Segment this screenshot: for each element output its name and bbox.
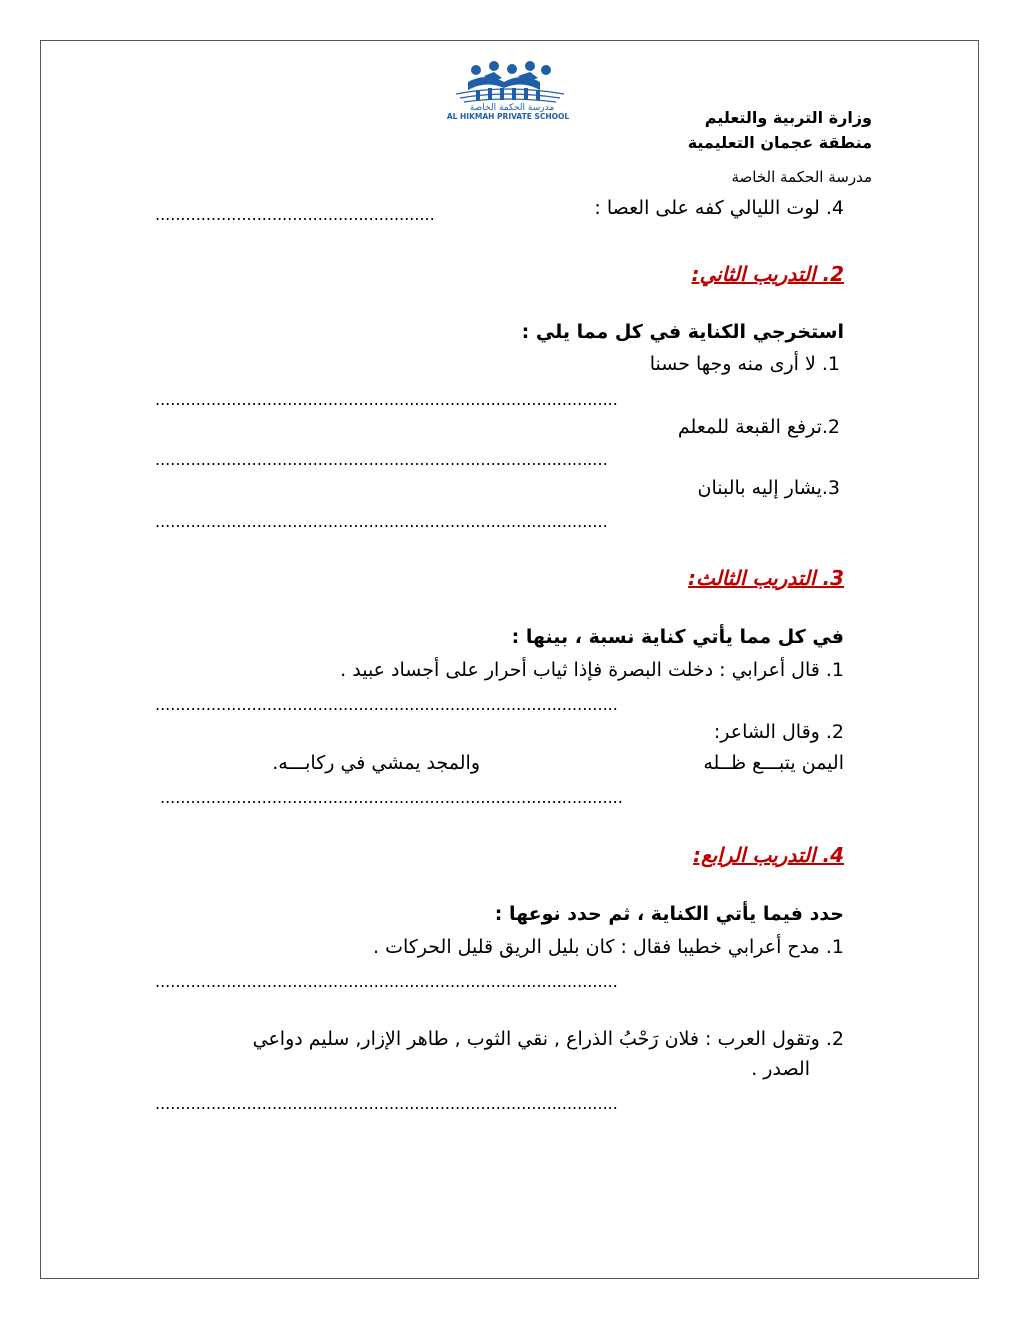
- school-name: مدرسة الحكمة الخاصة: [731, 168, 872, 186]
- answer-line: ...........................................................................................: [155, 1094, 618, 1113]
- list-item: 3.يشار إليه بالبنان: [697, 477, 840, 499]
- answer-line: .........................................................................................: [155, 512, 608, 531]
- list-item: 1. مدح أعرابي خطيبا فقال : كان بليل الريق قليل الحركات .: [372, 936, 844, 958]
- logo-arabic-text: مدرسة الحكمة الخاصة: [469, 103, 555, 113]
- exercise-3-instruction: في كل مما يأتي كناية نسبة ، بينها :: [511, 626, 844, 648]
- answer-line: ...........................................................................................: [155, 972, 618, 991]
- list-item-continuation: الصدر .: [751, 1058, 810, 1080]
- exercise-2-heading: 2. التدريب الثاني:: [691, 262, 844, 286]
- list-item: 2.ترفع القبعة للمعلم: [677, 416, 840, 438]
- exercise-2-instruction: استخرجي الكناية في كل مما يلي :: [521, 321, 844, 343]
- list-item: 2. وتقول العرب : فلان رَحْبُ الذراع , نقي الثوب , طاهر الإزار, سليم دواعي: [252, 1028, 844, 1050]
- list-item: 2. وقال الشاعر:: [713, 721, 844, 743]
- list-item: 1. قال أعرابي : دخلت البصرة فإذا ثياب أحرار على أجساد عبيد .: [340, 659, 844, 681]
- answer-line: ...........................................................................................: [155, 390, 618, 409]
- ministry-title: وزارة التربية والتعليم: [704, 108, 872, 127]
- answer-line: .......................................................: [155, 205, 435, 224]
- exercise-3-heading: 3. التدريب الثالث:: [687, 566, 844, 590]
- answer-line: .........................................................................................: [155, 450, 608, 469]
- list-item: 1. لا أرى منه وجها حسنا: [649, 353, 840, 375]
- logo-english-text: AL HIKMAH PRIVATE SCHOOL: [446, 112, 570, 121]
- item-text: 4. لوت الليالي كفه على العصا :: [594, 197, 844, 219]
- list-item: [594, 197, 844, 219]
- zone-title: منطقة عجمان التعليمية: [687, 133, 872, 152]
- answer-line: ...........................................................................................: [160, 788, 623, 807]
- verse-second-half: والمجد يمشي في ركابـــه.: [272, 752, 480, 774]
- exercise-4-heading: 4. التدريب الرابع:: [693, 843, 844, 867]
- exercise-4-instruction: حدد فيما يأتي الكناية ، ثم حدد نوعها :: [494, 903, 844, 925]
- verse-first-half: اليمن يتبـــع ظــله: [703, 752, 844, 774]
- answer-line: ...........................................................................................: [155, 695, 618, 714]
